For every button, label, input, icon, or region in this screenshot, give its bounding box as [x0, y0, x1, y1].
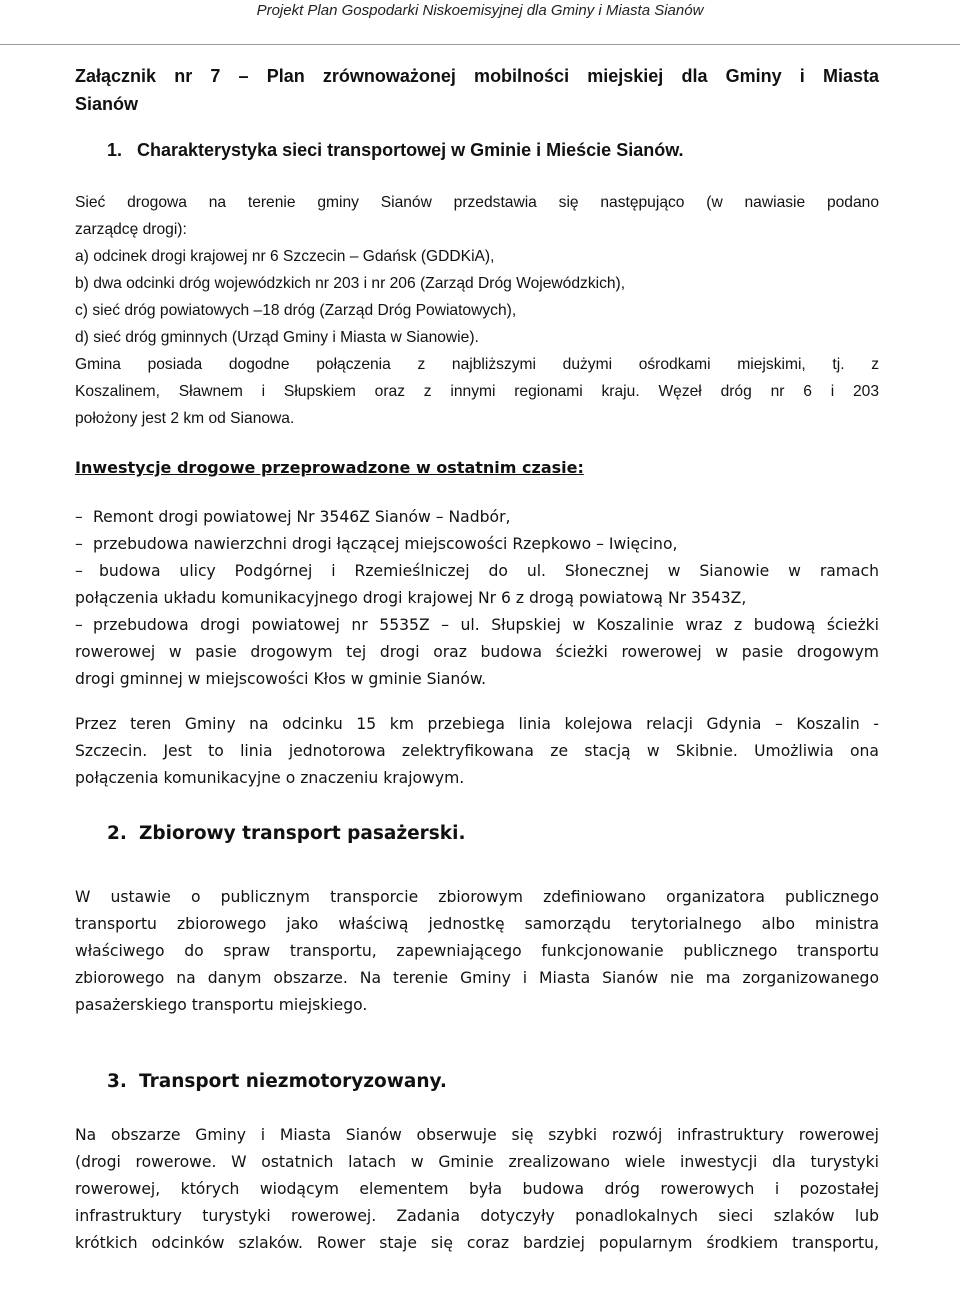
investment-text: przebudowa drogi powiatowej nr 5535Z – ul. Słupskiej w Koszalinie wraz z budową ścieżki	[93, 616, 879, 634]
text-line: położony jest 2 km od Sianowa.	[75, 410, 295, 427]
text-line: Koszalinem, Sławnem i Słupskiem oraz z innymi regionami kraju. Węzeł dróg nr 6 i 203	[75, 383, 879, 400]
page-header	[0, 0, 960, 45]
text-line: Przez teren Gminy na odcinku 15 km przebiega linia kolejowa relacji Gdynia – Koszalin -	[75, 715, 879, 733]
text-line: infrastruktury turystyki rowerowej. Zadania dotyczyły ponadlokalnych sieci szlaków lub	[75, 1207, 879, 1225]
section-title: Transport niezmotoryzowany.	[139, 1071, 447, 1092]
section-title: Zbiorowy transport pasażerski.	[139, 823, 466, 844]
text-line: transportu zbiorowego jako właściwą jednostkę samorządu terytorialnego albo ministra	[75, 915, 879, 933]
text-line: zarządcę drogi):	[75, 221, 187, 238]
road-list-item: b) dwa odcinki dróg wojewódzkich nr 203 i nr 206 (Zarząd Dróg Wojewódzkich),	[75, 275, 626, 292]
investments-list	[75, 504, 879, 693]
section-title: Charakterystyka sieci transportowej w Gminie i Mieście Sianów.	[137, 140, 684, 160]
text-line: Na obszarze Gminy i Miasta Sianów obserwuje się szybki rozwój infrastruktury rowerowej	[75, 1126, 879, 1144]
section-2-heading	[75, 820, 879, 848]
text-line: właściwego do spraw transportu, zapewniającego funkcjonowanie publicznego transportu	[75, 942, 879, 960]
road-list-item: c) sieć dróg powiatowych –18 dróg (Zarząd Dróg Powiatowych),	[75, 302, 517, 319]
non-motorized-paragraph	[75, 1122, 879, 1257]
text-line: zbiorowego na danym obszarze. Na terenie Gminy i Miasta Sianów nie ma zorganizowanego	[75, 969, 879, 987]
section-number: 1.	[107, 140, 123, 160]
investment-item	[75, 612, 879, 693]
section-number: 2.	[107, 823, 127, 844]
investments-heading: Inwestycje drogowe przeprowadzone w ostatnim czasie:	[75, 458, 584, 477]
investment-text: Remont drogi powiatowej Nr 3546Z Sianów – Nadbór,	[93, 508, 511, 526]
text-line: połączenia komunikacyjne o znaczeniu krajowym.	[75, 769, 465, 787]
text-line: Sieć drogowa na terenie gminy Sianów przedstawia się następująco (w nawiasie podano	[75, 194, 879, 211]
investment-item	[75, 504, 879, 531]
investment-item	[75, 531, 879, 558]
road-network-paragraph	[75, 189, 879, 432]
dash-bullet: –	[75, 535, 83, 553]
railway-paragraph	[75, 711, 879, 792]
annex-title-line: Załącznik nr 7 – Plan zrównoważonej mobilności miejskiej dla Gminy i Miasta	[75, 66, 879, 86]
investment-text: budowa ulicy Podgórnej i Rzemieślniczej do ul. Słonecznej w Sianowie w ramach	[99, 562, 879, 580]
text-line: W ustawie o publicznym transporcie zbiorowym zdefiniowano organizatora publicznego	[75, 888, 879, 906]
dash-bullet: –	[75, 616, 83, 634]
text-line: krótkich odcinków szlaków. Rower staje się coraz bardziej popularnym środkiem transportu,	[75, 1234, 879, 1252]
dash-bullet: –	[75, 508, 83, 526]
dash-bullet: –	[75, 562, 83, 580]
annex-title-line: Sianów	[75, 94, 139, 114]
public-transport-paragraph	[75, 884, 879, 1019]
road-list-item: a) odcinek drogi krajowej nr 6 Szczecin – Gdańsk (GDDKiA),	[75, 248, 495, 265]
investment-text: rowerowej w pasie drogowym tej drogi oraz budowa ścieżki rowerowej w pasie drogowym	[75, 643, 879, 661]
text-line: rowerowej, których wiodącym elementem była budowa dróg rowerowych i pozostałej	[75, 1180, 879, 1198]
section-1-heading	[75, 136, 879, 164]
section-number: 3.	[107, 1071, 127, 1092]
text-line: Gmina posiada dogodne połączenia z najbliższymi dużymi ośrodkami miejskimi, tj. z	[75, 356, 879, 373]
text-line: pasażerskiego transportu miejskiego.	[75, 996, 368, 1014]
investment-text: przebudowa nawierzchni drogi łączącej miejscowości Rzepkowo – Iwięcino,	[93, 535, 678, 553]
investment-text: drogi gminnej w miejscowości Kłos w gminie Sianów.	[75, 670, 487, 688]
investment-text: połączenia układu komunikacyjnego drogi krajowej Nr 6 z drogą powiatową Nr 3543Z,	[75, 589, 747, 607]
section-3-heading	[75, 1068, 879, 1096]
text-line: Szczecin. Jest to linia jednotorowa zelektryfikowana ze stacją w Skibnie. Umożliwia ona	[75, 742, 879, 760]
investment-item	[75, 558, 879, 612]
text-line: (drogi rowerowe. W ostatnich latach w Gminie zrealizowano wiele inwestycji dla turystyki	[75, 1153, 879, 1171]
road-list-item: d) sieć dróg gminnych (Urząd Gminy i Miasta w Sianowie).	[75, 329, 479, 346]
document-content	[75, 62, 879, 1257]
header-title: Projekt Plan Gospodarki Niskoemisyjnej dla Gminy i Miasta Sianów	[256, 2, 704, 19]
annex-title	[75, 62, 879, 118]
